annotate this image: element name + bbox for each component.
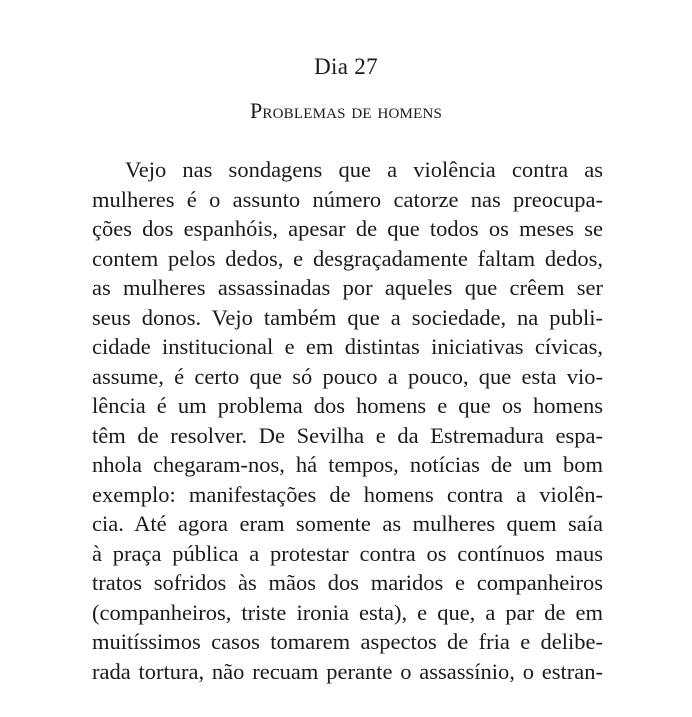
text-line: tratos sofridos às mãos dos maridos e companheiros xyxy=(92,570,603,595)
body-paragraph xyxy=(92,155,603,686)
text-line: muitíssimos casos tomarem aspectos de fria e delibe- xyxy=(92,629,603,654)
text-line: contem pelos dedos, e desgraçadamente faltam dedos, xyxy=(92,245,603,271)
text-line: Vejo nas sondagens que a violência contra as xyxy=(125,157,603,182)
text-line: as mulheres assassinadas por aqueles que crêem ser xyxy=(92,275,603,300)
text-line: assume, é certo que só pouco a pouco, que esta vio- xyxy=(92,363,603,389)
chapter-title: Problemas de homens xyxy=(249,98,443,123)
text-line: à praça pública a protestar contra os contínuos maus xyxy=(92,540,603,566)
text-line: nhola chegaram-nos, há tempos, notícias de um bom xyxy=(92,452,603,477)
text-line: cidade institucional e em distintas iniciativas cívicas, xyxy=(92,334,603,359)
text-line: seus donos. Vejo também que a sociedade, na publi- xyxy=(92,304,603,330)
text-line: exemplo: manifestações de homens contra a violên- xyxy=(92,481,603,507)
text-line: lência é um problema dos homens e que os homens xyxy=(92,393,603,418)
text-line: cia. Até agora eram somente as mulheres quem saía xyxy=(92,511,603,536)
text-line: mulheres é o assunto número catorze nas preocupa- xyxy=(92,186,603,212)
text-line: (companheiros, triste ironia esta), e que, a par de em xyxy=(92,599,603,625)
text-line: ções dos espanhóis, apesar de que todos os meses se xyxy=(92,216,603,241)
text-line: têm de resolver. De Sevilha e da Estremadura espa- xyxy=(92,422,603,448)
day-heading: Dia 27 xyxy=(314,54,378,79)
text-line: rada tortura, não recuam perante o assassínio, o estran- xyxy=(92,658,603,684)
